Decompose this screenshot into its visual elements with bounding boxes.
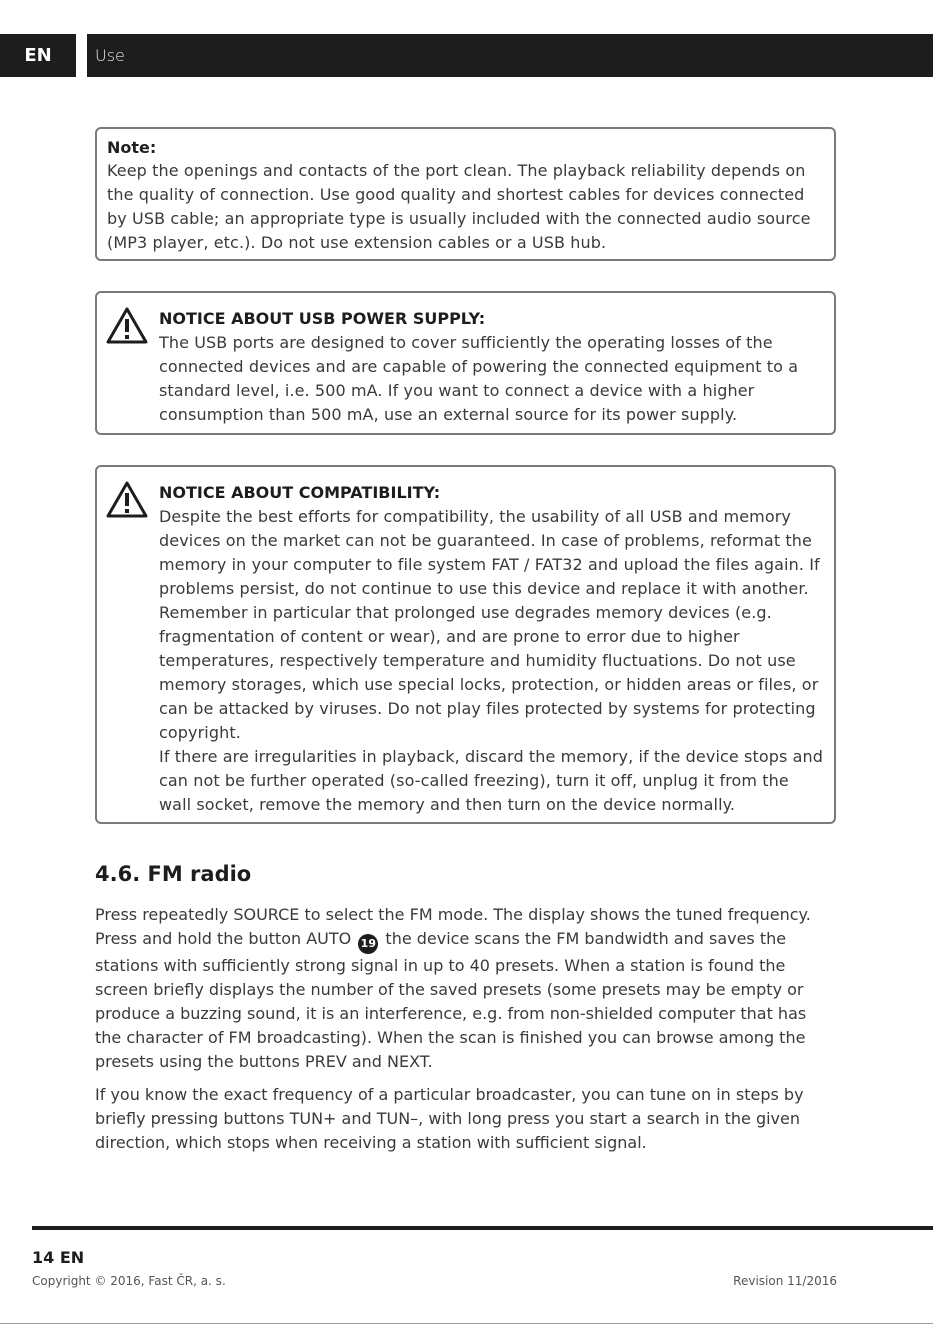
compat-notice-text-1: Despite the best efforts for compatibility, the usability of all USB and memory devices on the market can not be guaranteed. In case of problems, reformat the memory in your computer to file system FAT / FAT32 and upload the files again. If problems persist, do not continue to use this device and replace it with another. Remember in particular that prolonged use degrades memory devices (e.g. fragmentation of content or wear), and are prone to error due to higher temperatures, respectively temperature and humidity fluctuations. Do not use memory storages, which use special locks, protection, or hidden areas or files, or can be attacked by viruses. Do not play files protected by systems for protecting copyright. bbox=[159, 507, 820, 742]
compat-notice-text-2: If there are irregularities in playback, discard the memory, if the device stops and can not be further operated (so-called freezing), turn it off, unplug it from the wall socket, remove the memory and then turn on the device normally. bbox=[159, 747, 823, 814]
section-title: 4.6. FM radio bbox=[95, 862, 252, 886]
usb-notice-text: The USB ports are designed to cover sufficiently the operating losses of the connected devices and are capable of powering the connected equipment to a standard level, i.e. 500 mA. If you want to connect a device with a higher consumption than 500 mA, use an external source for its power supply. bbox=[159, 333, 799, 424]
control-number-badge: 19 bbox=[358, 934, 378, 954]
page-number: 14 EN bbox=[32, 1248, 85, 1267]
fm-paragraph-2: If you know the exact frequency of a particular broadcaster, you can tune on in steps by briefly pressing buttons TUN+ and TUN–, with long press you start a search in the given direction, which stops when receiving a station with sufficient signal. bbox=[95, 1085, 804, 1152]
language-tab: EN bbox=[0, 34, 76, 77]
note-title: Note: bbox=[107, 138, 157, 157]
warning-icon bbox=[106, 307, 148, 345]
warning-icon bbox=[106, 481, 148, 519]
fm-paragraph-1 bbox=[95, 903, 835, 1074]
compatibility-notice bbox=[95, 465, 836, 824]
usb-power-notice bbox=[95, 291, 836, 435]
revision: Revision 11/2016 bbox=[733, 1274, 837, 1288]
copyright: Copyright © 2016, Fast ČR, a. s. bbox=[32, 1274, 226, 1288]
note-text: Keep the openings and contacts of the port clean. The playback reliability depends on the quality of connection. Use good quality and shortest cables for devices connected by USB cable; an appropriate type is usually included with the connected audio source (MP3 player, etc.). Do not use extension cables or a USB hub. bbox=[107, 161, 811, 252]
fm-paragraph-1-end: the device scans the FM bandwidth and saves the stations with sufficiently strong signal in up to 40 presets. When a station is found the screen briefly displays the number of the saved presets (some presets may be empty or produce a buzzing sound, it is an interference, e.g. from non-shielded computer that has the character of FM broadcasting). When the scan is finished you can browse among the presets using the buttons PREV and NEXT. bbox=[95, 929, 807, 1071]
footer-divider bbox=[32, 1226, 933, 1230]
usb-notice-title: NOTICE ABOUT USB POWER SUPPLY: bbox=[159, 309, 486, 328]
section-header-label: Use bbox=[95, 46, 125, 65]
compat-notice-title: NOTICE ABOUT COMPATIBILITY: bbox=[159, 483, 441, 502]
note-box bbox=[95, 127, 836, 261]
fm-paragraph-1-start: Press repeatedly SOURCE to select the FM mode. The display shows the tuned frequency. Press and hold the button AUTO bbox=[95, 905, 811, 948]
section-header bbox=[87, 34, 933, 77]
